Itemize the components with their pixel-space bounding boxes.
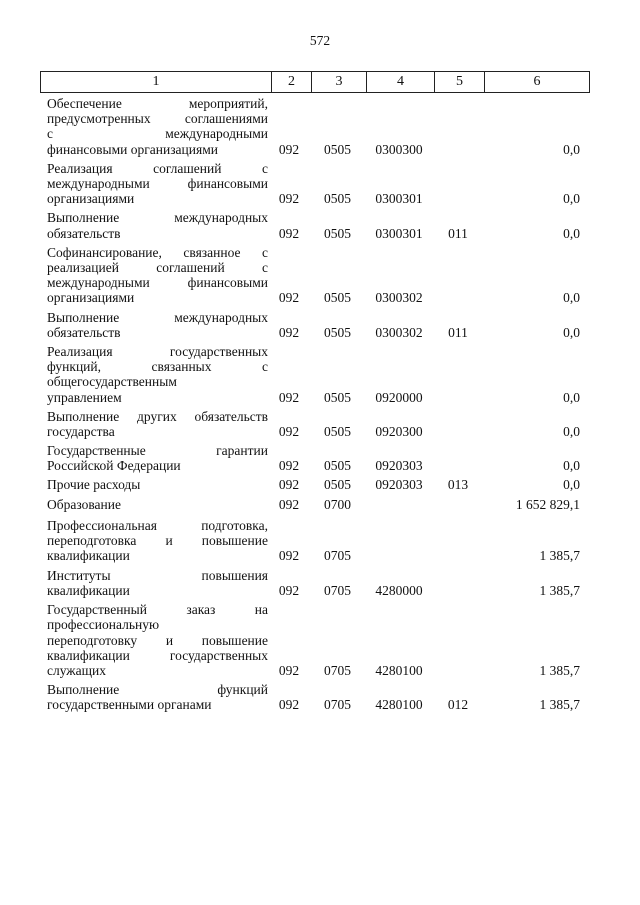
row-name <box>40 161 268 207</box>
row-cell-c3: 0505 <box>324 458 351 474</box>
row-name-line: Прочие расходы <box>47 476 141 492</box>
row-cell-c3: 0505 <box>324 476 351 492</box>
row-name <box>40 409 268 439</box>
row-name-line: Государственные гарантии <box>47 443 268 459</box>
row-name <box>40 568 268 598</box>
row-name-line: переподготовку и повышение <box>47 632 268 648</box>
row-name-line: Реализация соглашений с <box>47 160 268 176</box>
row-name-line: квалификации <box>47 582 130 598</box>
table-row <box>40 477 590 492</box>
row-name-line: с международными <box>47 126 268 142</box>
row-cell-c2: 092 <box>278 225 300 241</box>
row-cell-c4: 0300302 <box>375 290 423 306</box>
table-row <box>40 568 590 598</box>
row-cell-c3: 0505 <box>324 225 351 241</box>
row-name-line: предусмотренных соглашениями <box>47 111 268 127</box>
row-name-line: государства <box>47 424 115 440</box>
row-name-line: управлением <box>47 389 122 405</box>
row-name <box>40 210 268 240</box>
table-row <box>40 497 590 512</box>
row-cell-c4: 0300301 <box>375 225 423 241</box>
row-name-line: организациями <box>47 290 135 306</box>
column-header-6: 6 <box>484 72 589 92</box>
row-cell-c4: 4280000 <box>375 582 423 598</box>
row-cell-c5: 013 <box>447 476 469 492</box>
row-cell-c5: 011 <box>448 225 468 241</box>
row-name <box>40 477 268 492</box>
table-row <box>40 409 590 439</box>
row-cell-c2: 092 <box>278 424 300 440</box>
row-cell-c3: 0505 <box>324 290 351 306</box>
row-name <box>40 443 268 473</box>
row-cell-c6: 0,0 <box>563 141 580 157</box>
row-name-line: Профессиональная подготовка, <box>47 518 268 534</box>
table-row <box>40 210 590 240</box>
row-name-line: Образование <box>47 496 121 512</box>
row-name-line: Софинансирование, связанное с <box>47 244 268 260</box>
row-name <box>40 344 268 405</box>
row-name-line: общегосударственным <box>47 374 177 390</box>
row-cell-c6: 1 385,7 <box>539 697 580 713</box>
row-name-line: Российской Федерации <box>47 458 181 474</box>
row-cell-c6: 0,0 <box>563 191 580 207</box>
row-cell-c2: 092 <box>278 496 300 512</box>
row-cell-c2: 092 <box>278 141 300 157</box>
table-row <box>40 518 590 564</box>
row-name-line: обязательств <box>47 225 121 241</box>
row-name-line: функций, связанных с <box>47 359 268 375</box>
row-name-line: государственными органами <box>47 697 212 713</box>
row-cell-c6: 0,0 <box>563 458 580 474</box>
row-cell-c6: 1 652 829,1 <box>515 496 580 512</box>
row-name <box>40 518 268 564</box>
row-name <box>40 682 268 712</box>
row-cell-c4: 0300301 <box>375 191 423 207</box>
row-cell-c6: 1 385,7 <box>539 662 580 678</box>
row-name-line: организациями <box>47 191 135 207</box>
row-name-line: Выполнение других обязательств <box>47 408 268 424</box>
row-name-line: Выполнение международных <box>47 309 268 325</box>
row-cell-c2: 092 <box>278 476 300 492</box>
row-name-line: переподготовка и повышение <box>47 533 268 549</box>
row-cell-c6: 0,0 <box>563 389 580 405</box>
row-cell-c4: 4280100 <box>375 697 423 713</box>
row-cell-c4: 0920303 <box>375 476 423 492</box>
row-name-line: международными финансовыми <box>47 275 268 291</box>
row-cell-c6: 1 385,7 <box>539 582 580 598</box>
row-cell-c3: 0505 <box>324 324 351 340</box>
row-cell-c4: 4280100 <box>375 662 423 678</box>
row-cell-c3: 0705 <box>324 548 351 564</box>
row-cell-c2: 092 <box>278 662 300 678</box>
row-name <box>40 497 268 512</box>
row-cell-c6: 0,0 <box>563 424 580 440</box>
row-name-line: Реализация государственных <box>47 344 268 360</box>
row-name <box>40 602 268 678</box>
row-name-line: Выполнение функций <box>47 682 268 698</box>
table-row <box>40 310 590 340</box>
table-row <box>40 96 590 157</box>
column-header-3: 3 <box>311 72 366 92</box>
table-row <box>40 682 590 712</box>
row-cell-c4: 0300302 <box>375 324 423 340</box>
row-name-line: международными финансовыми <box>47 176 268 192</box>
row-cell-c4: 0920000 <box>375 389 423 405</box>
row-name-line: Институты повышения <box>47 567 268 583</box>
column-header-4: 4 <box>366 72 434 92</box>
row-cell-c3: 0505 <box>324 191 351 207</box>
row-cell-c3: 0705 <box>324 582 351 598</box>
row-cell-c2: 092 <box>278 389 300 405</box>
table-row <box>40 344 590 405</box>
row-cell-c6: 0,0 <box>563 290 580 306</box>
row-cell-c2: 092 <box>278 290 300 306</box>
row-cell-c2: 092 <box>278 697 300 713</box>
row-name-line: Государственный заказ на <box>47 602 268 618</box>
row-cell-c3: 0505 <box>324 389 351 405</box>
row-name <box>40 245 268 306</box>
row-name-line: реализацией соглашений с <box>47 260 268 276</box>
row-name-line: квалификации государственных <box>47 647 268 663</box>
table-row <box>40 602 590 678</box>
row-cell-c4: 0920300 <box>375 424 423 440</box>
table-row <box>40 245 590 306</box>
row-cell-c6: 0,0 <box>563 225 580 241</box>
table-body <box>40 93 590 713</box>
row-cell-c4: 0300300 <box>375 141 423 157</box>
row-name-line: обязательств <box>47 324 121 340</box>
row-cell-c2: 092 <box>278 191 300 207</box>
row-cell-c2: 092 <box>278 324 300 340</box>
column-header-1: 1 <box>152 74 160 89</box>
row-cell-c3: 0705 <box>324 697 351 713</box>
column-header-5: 5 <box>434 72 484 92</box>
page-number: 572 <box>309 33 331 48</box>
row-name <box>40 310 268 340</box>
row-cell-c2: 092 <box>278 458 300 474</box>
row-cell-c6: 0,0 <box>563 476 580 492</box>
column-header-2: 2 <box>271 72 311 92</box>
row-cell-c3: 0705 <box>324 662 351 678</box>
row-cell-c5: 012 <box>447 697 469 713</box>
row-name-line: Выполнение международных <box>47 210 268 226</box>
row-name <box>40 96 268 157</box>
table-header <box>40 71 590 93</box>
row-cell-c3: 0700 <box>324 496 351 512</box>
row-cell-c5: 011 <box>448 324 468 340</box>
table-row <box>40 443 590 473</box>
row-name-line: служащих <box>47 662 106 678</box>
row-cell-c6: 0,0 <box>563 324 580 340</box>
row-cell-c6: 1 385,7 <box>539 548 580 564</box>
row-cell-c2: 092 <box>278 582 300 598</box>
row-name-line: квалификации <box>47 548 130 564</box>
row-cell-c3: 0505 <box>324 424 351 440</box>
row-name-line: Обеспечение мероприятий, <box>47 96 268 111</box>
row-name-line: финансовыми организациями <box>47 141 218 157</box>
table-row <box>40 161 590 207</box>
row-cell-c4: 0920303 <box>375 458 423 474</box>
row-cell-c2: 092 <box>278 548 300 564</box>
row-name-line: профессиональную <box>47 617 160 633</box>
row-cell-c3: 0505 <box>324 141 351 157</box>
